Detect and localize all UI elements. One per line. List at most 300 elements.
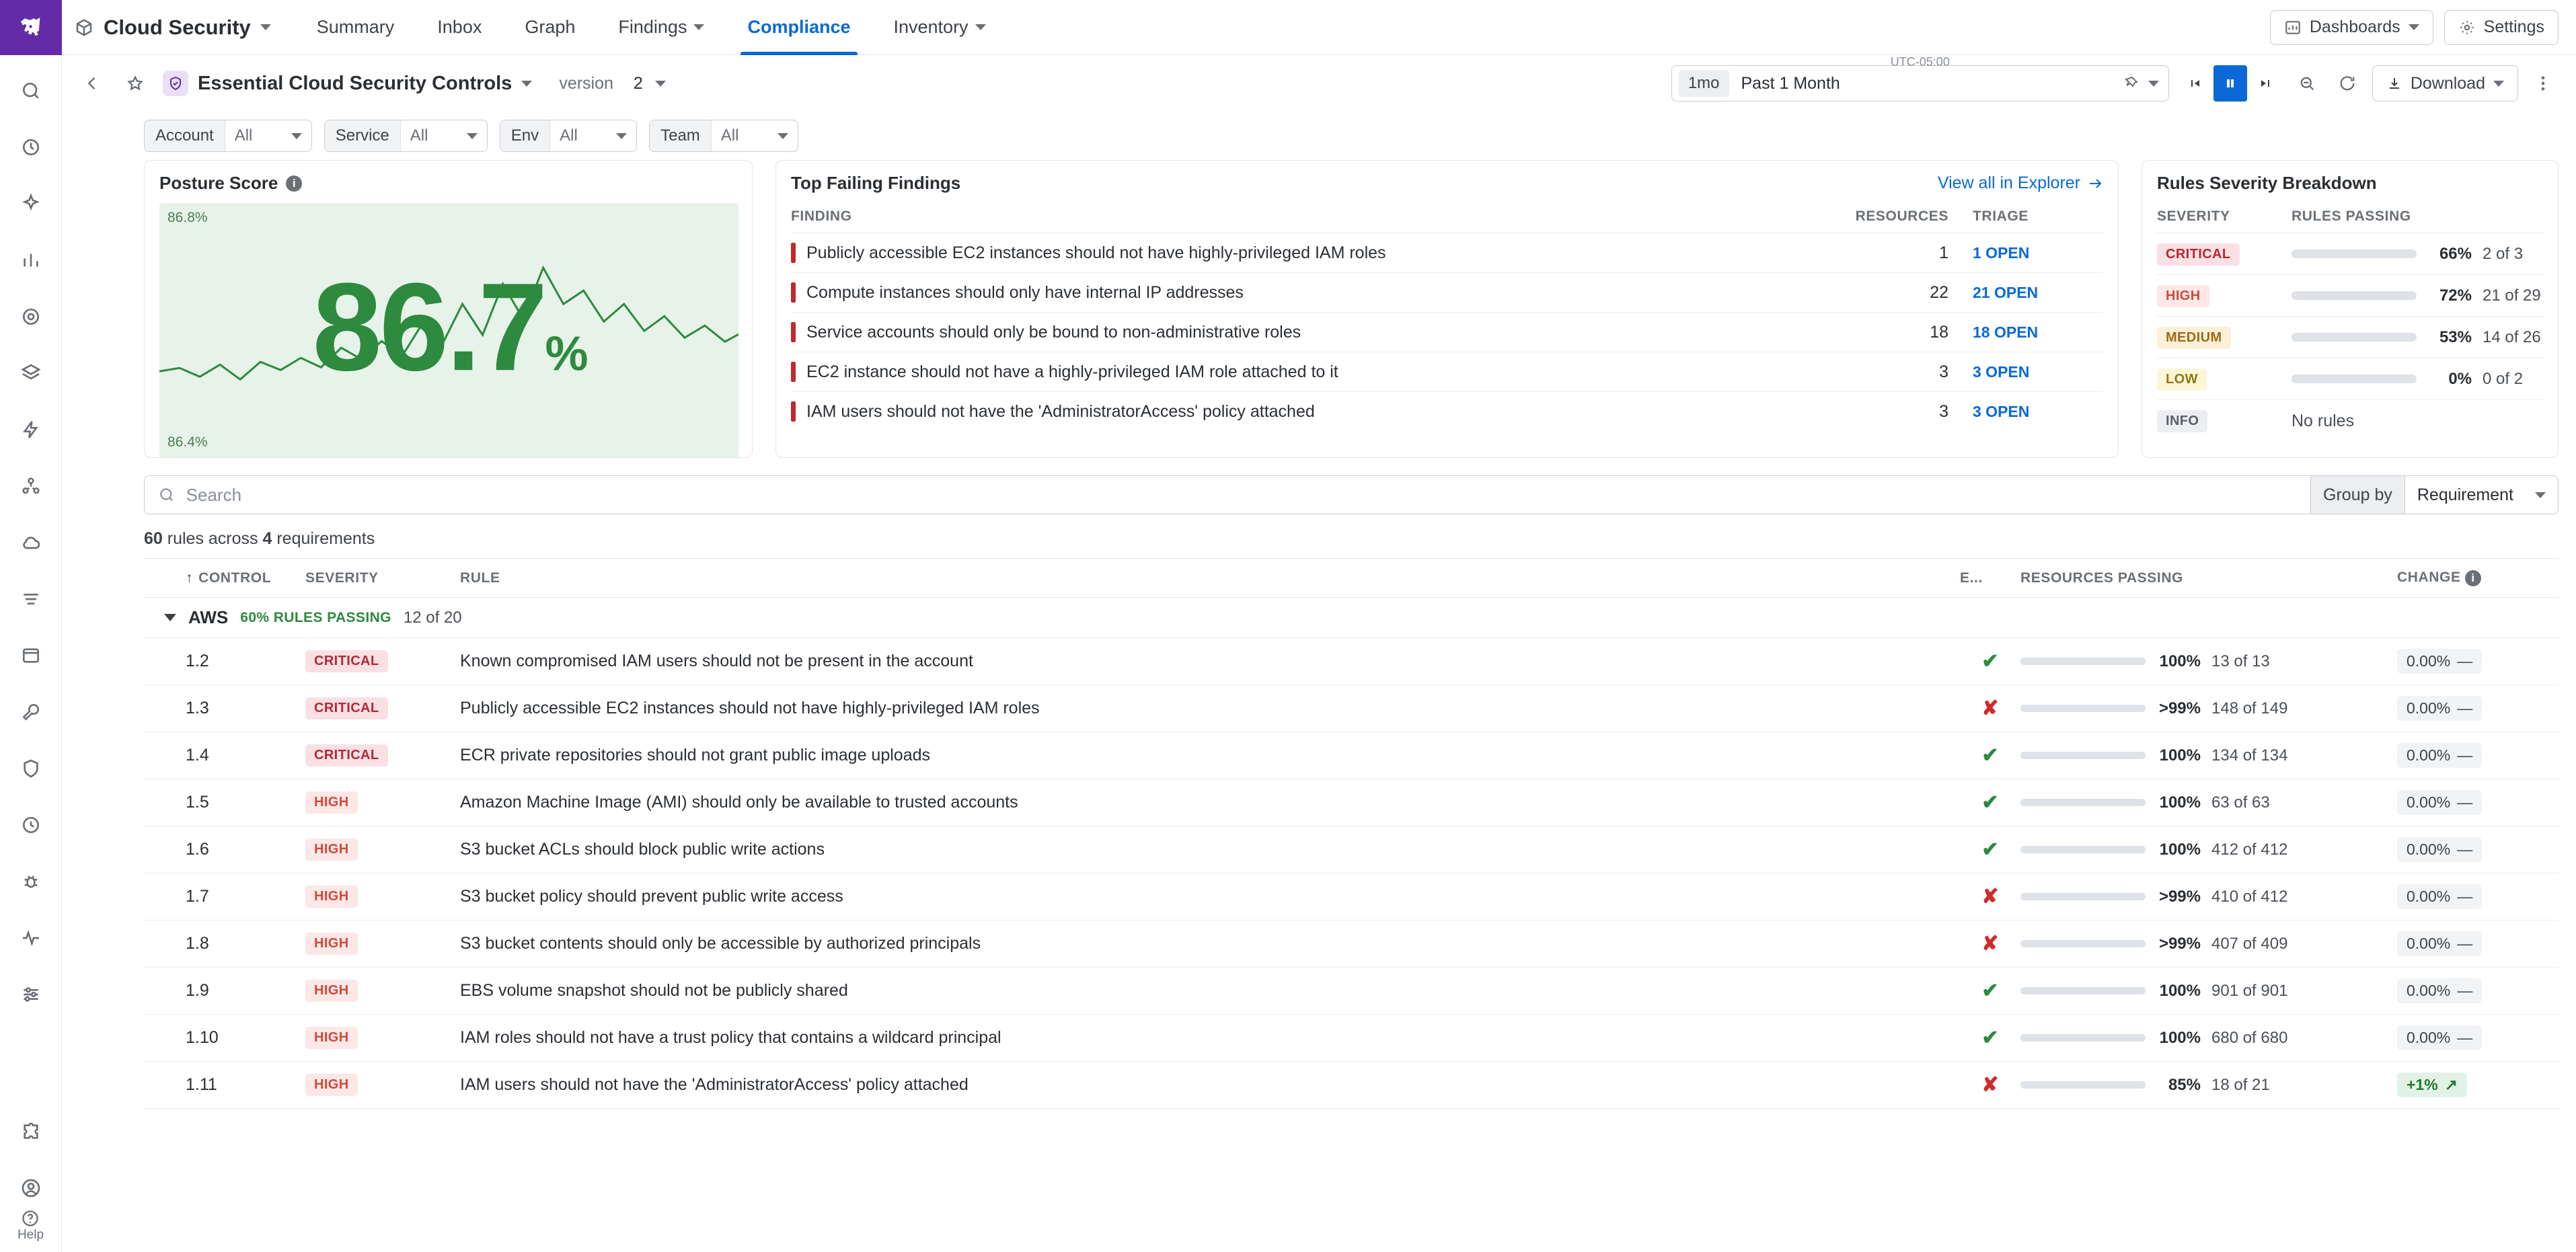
filter-value[interactable]	[712, 126, 798, 145]
posture-y-min: 86.4%	[167, 434, 208, 450]
tab-inventory[interactable]	[872, 0, 1008, 55]
triage-cell	[1955, 392, 2103, 432]
no-rules-label: No rules	[2291, 412, 2355, 430]
filter-value-text: All	[720, 126, 739, 145]
check-icon: ✔	[1981, 838, 1999, 861]
count-label: 18 of 21	[2211, 1075, 2270, 1094]
sliders-icon[interactable]	[10, 974, 52, 1015]
count-label: 21 of 29	[2483, 286, 2541, 305]
pulse-icon[interactable]	[10, 917, 52, 959]
count-label: 63 of 63	[2211, 793, 2270, 812]
percent-label: 66%	[2439, 244, 2472, 263]
table-row[interactable]	[2157, 233, 2543, 275]
tab-label: Inventory	[893, 17, 969, 37]
resources-passing-cell	[2020, 638, 2397, 685]
sync-icon[interactable]	[10, 804, 52, 846]
progress-track	[2291, 249, 2417, 258]
table-row[interactable]	[144, 685, 2559, 732]
resources-passing-cell	[2020, 1015, 2397, 1062]
rule-cell[interactable]: Known compromised IAM users should not be present in the account	[460, 638, 1960, 685]
change-cell	[2397, 1015, 2559, 1062]
resources-passing-cell	[2020, 779, 2397, 826]
percent-label: 53%	[2439, 327, 2472, 346]
finding-cell	[791, 392, 1854, 432]
severity-cell	[2157, 275, 2291, 317]
finding-text[interactable]: Service accounts should only be bound to non-administrative roles	[806, 322, 1301, 342]
percent-label: >99%	[2158, 887, 2201, 906]
requirements-count: 4	[262, 529, 272, 548]
chevron-down-icon	[467, 133, 478, 139]
finding-text[interactable]: Compute instances should only have internal IP addresses	[806, 282, 1244, 302]
change-badge	[2397, 790, 2482, 815]
status-badge: LOW	[2157, 368, 2207, 391]
finding-text[interactable]: IAM users should not have the 'AdministratorAccess' policy attached	[806, 401, 1315, 421]
status-cell	[1960, 921, 2020, 968]
change-value: 0.00%	[2407, 982, 2451, 999]
group-row-aws[interactable]	[144, 598, 2559, 638]
sub-header	[62, 55, 2576, 112]
table-row[interactable]	[2157, 358, 2543, 400]
bar-chart-icon[interactable]	[10, 239, 52, 281]
count-label: 2 of 3	[2483, 244, 2524, 263]
search-row	[144, 475, 2559, 514]
flat-icon: —	[2457, 746, 2473, 764]
change-badge	[2397, 978, 2482, 1003]
left-rail	[0, 0, 62, 1252]
group-by-label: Group by	[2311, 475, 2405, 514]
chevron-down-icon	[2493, 81, 2504, 87]
posture-y-max: 86.8%	[167, 210, 208, 225]
posture-score-chart	[159, 203, 738, 457]
col-finding: FINDING	[791, 203, 1854, 233]
filter-value[interactable]	[550, 126, 636, 145]
change-value: 0.00%	[2407, 935, 2451, 952]
severity-cell	[305, 779, 460, 826]
time-chip: 1mo	[1679, 70, 1729, 97]
table-row[interactable]	[2157, 317, 2543, 358]
table-row[interactable]	[144, 826, 2559, 873]
table-row[interactable]	[2157, 400, 2543, 442]
rules-table	[144, 558, 2559, 1109]
search-icon[interactable]	[10, 70, 52, 112]
step-back-button[interactable]	[2179, 65, 2212, 102]
layers-icon[interactable]	[10, 352, 52, 394]
change-value: +1%	[2407, 1076, 2438, 1093]
resources-passing-cell	[2020, 921, 2397, 968]
sort-asc-icon: ↑	[186, 570, 194, 586]
change-cell	[2397, 732, 2559, 779]
target-icon[interactable]	[10, 296, 52, 338]
rules-passing-cell	[2291, 233, 2543, 275]
change-cell	[2397, 873, 2559, 921]
table-row[interactable]	[144, 1062, 2559, 1109]
change-badge	[2397, 931, 2482, 956]
change-cell	[2397, 1062, 2559, 1109]
percent-label: 0%	[2448, 369, 2472, 388]
flat-icon: —	[2457, 699, 2473, 717]
status-badge: HIGH	[305, 838, 358, 861]
severity-bar	[791, 322, 796, 342]
step-forward-button[interactable]	[2248, 65, 2282, 102]
severity-cell	[305, 968, 460, 1015]
col-severity: SEVERITY	[2157, 203, 2291, 233]
col-change-label: CHANGE	[2397, 570, 2461, 585]
group-name: AWS	[188, 607, 229, 627]
search-icon	[158, 486, 176, 504]
change-badge	[2397, 837, 2482, 862]
severity-breakdown-title: Rules Severity Breakdown	[2157, 173, 2377, 193]
severity-bar	[791, 282, 796, 303]
col-control[interactable]	[144, 559, 305, 598]
resources-passing-cell	[2020, 826, 2397, 873]
status-cell	[1960, 1015, 2020, 1062]
posture-title-text: Posture Score	[159, 173, 278, 193]
count-label: 680 of 680	[2211, 1028, 2288, 1047]
tab-compliance[interactable]	[726, 0, 872, 55]
filter-env[interactable]	[500, 120, 637, 152]
top-navigation	[62, 0, 2576, 55]
open-link[interactable]: 3 OPEN	[1973, 402, 2030, 420]
rule-cell[interactable]: IAM users should not have the 'AdministratorAccess' policy attached	[460, 1062, 1960, 1109]
table-row[interactable]	[144, 873, 2559, 921]
settings-button[interactable]	[2444, 10, 2559, 45]
zoom-out-icon[interactable]	[2291, 68, 2322, 99]
chevron-down-icon	[291, 133, 302, 139]
severity-breakdown-table	[2157, 203, 2543, 441]
status-badge: HIGH	[305, 1027, 358, 1049]
control-cell: 1.8	[144, 921, 305, 968]
nav-tabs	[295, 0, 1008, 55]
chevron-down-icon	[778, 133, 788, 139]
list-icon[interactable]	[10, 578, 52, 620]
table-row[interactable]	[791, 273, 2103, 313]
count-label: 0 of 2	[2483, 369, 2524, 388]
col-control-label: CONTROL	[198, 570, 272, 586]
flat-icon: —	[2457, 888, 2473, 905]
count-label: 14 of 26	[2483, 327, 2541, 346]
table-row[interactable]	[144, 921, 2559, 968]
cross-icon: ✘	[1981, 933, 1999, 955]
chevron-down-icon[interactable]	[260, 24, 271, 30]
control-cell: 1.2	[144, 638, 305, 685]
timezone-label: UTC-05:00	[1890, 55, 1950, 69]
col-change[interactable]	[2397, 559, 2559, 598]
datadog-logo-icon[interactable]	[0, 0, 62, 55]
change-cell	[2397, 968, 2559, 1015]
progress-track	[2291, 375, 2417, 383]
arrow-left-icon[interactable]	[77, 68, 108, 99]
control-cell: 1.7	[144, 873, 305, 921]
puzzle-icon[interactable]	[10, 1111, 52, 1152]
change-value: 0.00%	[2407, 840, 2451, 858]
open-link[interactable]: 3 OPEN	[1973, 362, 2030, 381]
finding-cell	[791, 273, 1854, 313]
filter-value-text: All	[410, 126, 428, 145]
table-row[interactable]	[791, 352, 2103, 392]
sparkle-icon[interactable]	[10, 183, 52, 225]
status-badge: HIGH	[305, 1074, 358, 1096]
status-cell	[1960, 1062, 2020, 1109]
change-cell	[2397, 685, 2559, 732]
info-icon[interactable]: i	[286, 175, 302, 192]
table-row[interactable]	[791, 233, 2103, 273]
status-badge: CRITICAL	[305, 650, 388, 672]
open-link[interactable]: 1 OPEN	[1973, 243, 2030, 262]
severity-cell	[2157, 317, 2291, 358]
rule-cell[interactable]: EBS volume snapshot should not be publicly shared	[460, 968, 1960, 1015]
bug-icon[interactable]	[10, 861, 52, 902]
table-row[interactable]	[144, 732, 2559, 779]
download-button[interactable]	[2372, 65, 2518, 102]
summary-cards	[144, 160, 2559, 458]
product-name: Cloud Security	[104, 15, 251, 39]
progress-track	[2020, 1034, 2146, 1042]
severity-cell	[2157, 358, 2291, 400]
search-input[interactable]	[186, 485, 2297, 506]
rule-cell[interactable]: Publicly accessible EC2 instances should not have highly-privileged IAM roles	[460, 685, 1960, 732]
severity-cell	[305, 873, 460, 921]
resources-passing-cell	[2020, 873, 2397, 921]
flat-icon: —	[2457, 840, 2473, 858]
control-cell: 1.11	[144, 1062, 305, 1109]
version-value: 2	[633, 73, 643, 93]
percent-label: >99%	[2158, 934, 2201, 953]
shield-icon[interactable]	[10, 748, 52, 789]
resources-passing-cell	[2020, 1062, 2397, 1109]
finding-text[interactable]: EC2 instance should not have a highly-privileged IAM role attached to it	[806, 362, 1338, 381]
table-row[interactable]	[144, 638, 2559, 685]
control-cell: 1.4	[144, 732, 305, 779]
top-failing-findings-card	[775, 160, 2119, 458]
percent-label: 100%	[2159, 746, 2201, 765]
check-icon: ✔	[1981, 791, 1999, 814]
col-severity[interactable]: SEVERITY	[305, 559, 460, 598]
time-range-picker[interactable]	[1671, 55, 2169, 102]
progress-track	[2020, 1081, 2146, 1089]
flat-icon: —	[2457, 982, 2473, 999]
failing-title: Top Failing Findings	[791, 173, 961, 193]
flat-icon: —	[2457, 935, 2473, 952]
change-value: 0.00%	[2407, 793, 2451, 811]
table-row[interactable]	[144, 779, 2559, 826]
count-label: 148 of 149	[2211, 699, 2288, 717]
check-icon: ✔	[1981, 744, 1999, 767]
flat-icon: —	[2457, 793, 2473, 811]
rules-passing-cell	[2291, 400, 2543, 442]
filter-service[interactable]	[324, 120, 488, 152]
tab-label: Graph	[525, 17, 576, 37]
change-value: 0.00%	[2407, 746, 2451, 764]
change-value: 0.00%	[2407, 699, 2451, 717]
triage-cell	[1955, 233, 2103, 273]
failing-header	[791, 173, 2103, 194]
percent-label: 100%	[2159, 840, 2201, 859]
change-cell	[2397, 921, 2559, 968]
percent-label: 100%	[2159, 981, 2201, 1000]
main-area	[62, 0, 2576, 1252]
severity-bar	[791, 401, 796, 422]
resources-cell: 3	[1939, 401, 1948, 421]
flat-icon: —	[2457, 1029, 2473, 1046]
dashboards-label: Dashboards	[2309, 17, 2400, 36]
check-icon: ✔	[1981, 980, 1999, 1002]
nav-right-actions	[2270, 10, 2559, 45]
posture-score-number: 86.7	[312, 258, 545, 397]
filter-team[interactable]	[649, 120, 798, 152]
col-rule[interactable]: RULE	[460, 559, 1960, 598]
filter-value[interactable]	[225, 126, 311, 145]
open-link[interactable]: 18 OPEN	[1973, 323, 2039, 341]
severity-cell	[305, 1062, 460, 1109]
progress-track	[2020, 799, 2146, 806]
time-picker-icons	[2123, 75, 2168, 91]
table-header-row	[144, 559, 2559, 598]
chevron-down-icon[interactable]	[521, 81, 532, 87]
rules-passing-cell	[2291, 358, 2543, 400]
chevron-down-icon[interactable]	[164, 614, 176, 621]
table-row[interactable]	[2157, 275, 2543, 317]
rules-table-element	[144, 559, 2559, 1109]
count-label: 134 of 134	[2211, 746, 2288, 765]
avatar-icon[interactable]	[10, 1167, 52, 1209]
pause-button[interactable]	[2213, 65, 2247, 102]
change-value: 0.00%	[2407, 1029, 2451, 1046]
cube-icon	[74, 17, 94, 38]
table-header-row	[2157, 203, 2543, 233]
window-icon[interactable]	[10, 635, 52, 676]
rule-cell[interactable]: ECR private repositories should not grant public image uploads	[460, 732, 1960, 779]
wrench-icon[interactable]	[10, 691, 52, 733]
dashboards-button[interactable]	[2270, 10, 2433, 45]
rule-cell[interactable]: S3 bucket policy should prevent public write access	[460, 873, 1960, 921]
severity-cell	[2157, 233, 2291, 275]
rules-passing-cell	[2291, 317, 2543, 358]
rules-passing-cell	[2291, 275, 2543, 317]
progress-track	[2020, 705, 2146, 712]
rule-cell[interactable]: Amazon Machine Image (AMI) should only be available to trusted accounts	[460, 779, 1960, 826]
version-chevron-down-icon[interactable]	[655, 81, 666, 87]
posture-score-title	[159, 173, 738, 194]
download-label: Download	[2410, 73, 2485, 93]
chevron-down-icon	[2409, 24, 2419, 30]
rules-severity-breakdown-card	[2142, 160, 2559, 458]
table-row[interactable]	[144, 1015, 2559, 1062]
group-by-value: Requirement	[2417, 485, 2513, 504]
filter-value[interactable]	[401, 126, 487, 145]
percent-label: >99%	[2158, 699, 2201, 717]
percent-label: 100%	[2159, 1028, 2201, 1047]
change-badge	[2397, 696, 2482, 721]
product-title[interactable]	[74, 15, 278, 40]
posture-percent-sign: %	[545, 327, 586, 381]
count-label: 407 of 409	[2211, 934, 2288, 953]
control-cell: 1.10	[144, 1015, 305, 1062]
bolt-icon[interactable]	[10, 409, 52, 451]
filter-account[interactable]	[144, 120, 312, 152]
tab-summary[interactable]	[295, 0, 416, 55]
chevron-down-icon	[616, 133, 627, 139]
control-cell: 1.6	[144, 826, 305, 873]
severity-bar	[791, 243, 796, 263]
status-cell	[1960, 779, 2020, 826]
clock-history-icon[interactable]	[10, 126, 52, 168]
change-value: 0.00%	[2407, 652, 2451, 670]
table-row[interactable]	[144, 968, 2559, 1015]
cross-icon: ✘	[1981, 1074, 1999, 1096]
flat-icon: —	[2457, 652, 2473, 670]
posture-score-value	[159, 258, 738, 397]
rule-cell[interactable]: S3 bucket contents should only be accessible by authorized principals	[460, 921, 1960, 968]
cross-icon: ✘	[1981, 886, 1999, 908]
refresh-icon[interactable]	[2332, 68, 2363, 99]
col-enabled[interactable]: E...	[1960, 559, 2020, 598]
count-label: 901 of 901	[2211, 981, 2288, 1000]
percent-label: 72%	[2439, 286, 2472, 305]
open-link[interactable]: 21 OPEN	[1973, 283, 2039, 301]
cloud-icon[interactable]	[10, 522, 52, 563]
time-controls	[1671, 55, 2559, 102]
rules-summary-line	[144, 529, 2559, 549]
search-container[interactable]	[144, 475, 2311, 514]
table-row[interactable]	[791, 313, 2103, 352]
status-badge: CRITICAL	[305, 744, 388, 767]
download-icon	[2386, 75, 2402, 91]
status-cell	[1960, 826, 2020, 873]
dashboard-icon	[2284, 19, 2302, 36]
page-title: Essential Cloud Security Controls	[198, 72, 513, 94]
filter-label: Service	[325, 120, 401, 151]
control-cell: 1.9	[144, 968, 305, 1015]
document-title	[163, 71, 532, 96]
tab-graph[interactable]	[503, 0, 597, 55]
group-cell	[144, 598, 2559, 638]
tab-label: Summary	[316, 17, 395, 37]
resources-cell: 22	[1854, 273, 1955, 313]
status-badge: HIGH	[305, 791, 358, 814]
tab-findings[interactable]	[597, 0, 726, 55]
status-cell	[1960, 968, 2020, 1015]
kebab-menu-icon[interactable]	[2528, 68, 2559, 99]
rule-cell[interactable]: IAM roles should not have a trust policy that contains a wildcard principal	[460, 1015, 1960, 1062]
rule-cell[interactable]: S3 bucket ACLs should block public write actions	[460, 826, 1960, 873]
count-label: 410 of 412	[2211, 887, 2288, 906]
severity-cell	[305, 685, 460, 732]
status-cell	[1960, 685, 2020, 732]
rules-count: 60	[144, 529, 163, 548]
chevron-down-icon[interactable]	[2148, 81, 2159, 87]
help-button[interactable]	[17, 1209, 44, 1243]
tab-inbox[interactable]	[416, 0, 503, 55]
status-cell	[1960, 638, 2020, 685]
resources-passing-cell	[2020, 732, 2397, 779]
finding-cell	[791, 313, 1854, 352]
progress-track	[2020, 893, 2146, 900]
info-icon[interactable]: i	[2465, 570, 2481, 586]
view-all-in-explorer-link[interactable]	[1938, 173, 2103, 193]
summary-end-text: requirements	[272, 529, 375, 548]
progress-track	[2020, 940, 2146, 947]
share-nodes-icon[interactable]	[10, 465, 52, 507]
arrow-right-icon	[2087, 175, 2103, 192]
table-row[interactable]	[791, 392, 2103, 432]
group-by-select[interactable]	[2405, 475, 2559, 514]
severity-cell	[2157, 400, 2291, 442]
col-resources-passing[interactable]: RESOURCES PASSING	[2020, 559, 2397, 598]
filter-bar	[62, 112, 2576, 160]
table-header-row	[791, 203, 2103, 233]
star-icon[interactable]	[120, 68, 151, 99]
finding-text[interactable]: Publicly accessible EC2 instances should not have highly-privileged IAM roles	[806, 243, 1386, 262]
